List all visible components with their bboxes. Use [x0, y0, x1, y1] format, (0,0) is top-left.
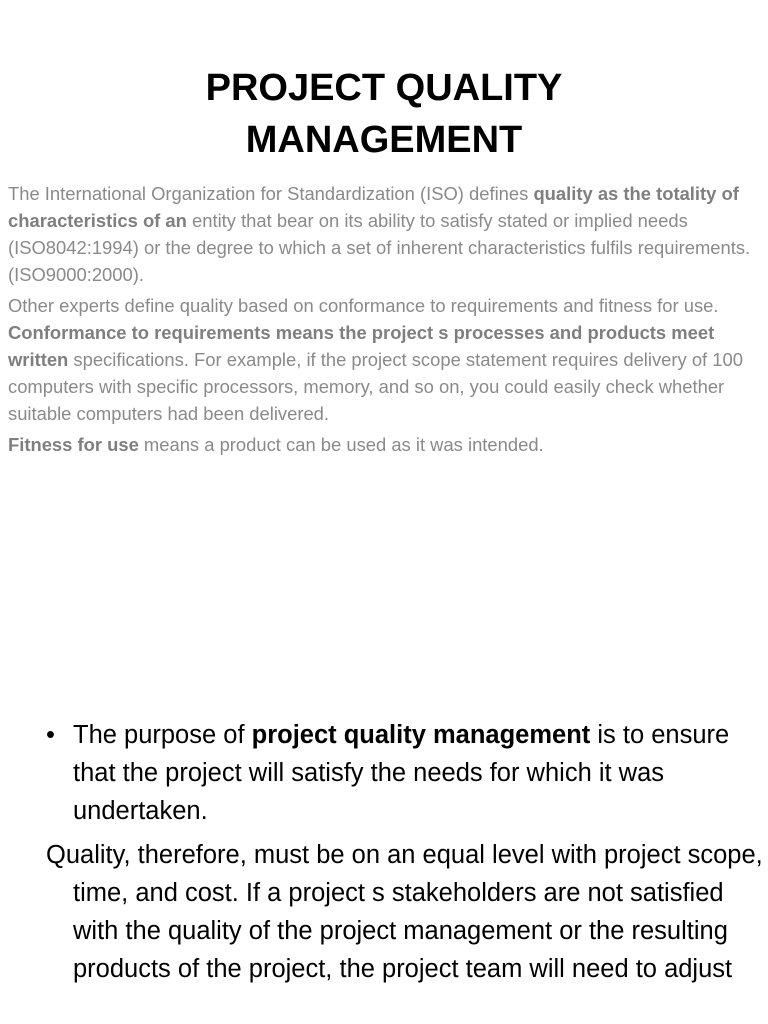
- purpose-bullet: [46, 716, 736, 830]
- purpose-text: The purpose of: [73, 721, 252, 749]
- fitness-text: means a product can be used as it was intended.: [138, 434, 544, 455]
- definition-text-block: [8, 180, 760, 462]
- fitness-paragraph: [8, 431, 760, 458]
- iso-definition-bold: quality as the totality of characteristics of an: [8, 183, 739, 231]
- purpose-bullet-text: [73, 716, 736, 830]
- page-title: [0, 62, 768, 166]
- iso-definition-text: The International Organization for Standardization (ISO) defines: [8, 183, 534, 204]
- title-line-1: PROJECT QUALITY: [205, 67, 563, 109]
- iso-definition-paragraph: [8, 180, 760, 288]
- purpose-text-cont: is to ensure that the project will satisfy the needs for which it was undertaken.: [73, 721, 730, 825]
- quality-level-paragraph: Quality, therefore, must be on an equal level with project scope, time, and cost. If a project s stakeholders are not satisfied with the quality of the project management or the resulting products of the project, the project team will need to adjust: [46, 841, 763, 983]
- conformance-paragraph: [8, 292, 760, 427]
- fitness-bold: Fitness for use: [8, 434, 139, 455]
- conformance-text: Other experts define quality based on conformance to requirements and fitness for use.: [8, 295, 719, 316]
- conformance-text-cont: specifications. For example, if the project scope statement requires delivery of 100 computers with specific processors, memory, and so on, you could easily check whether suitable computers had been delivered.: [8, 349, 743, 424]
- iso-definition-text-cont: entity that bear on its ability to satisfy stated or implied needs (ISO8042:1994) or the degree to which a set of inherent characteristics fulfils requirements. (ISO9000:2000).: [8, 210, 751, 285]
- purpose-bold: project quality management: [251, 721, 591, 749]
- title-line-2: MANAGEMENT: [245, 119, 523, 161]
- bullet-dot-icon: •: [46, 721, 55, 749]
- slide-bottom: [0, 700, 768, 1024]
- conformance-bold: Conformance to requirements means the project s processes and products meet written: [8, 322, 715, 370]
